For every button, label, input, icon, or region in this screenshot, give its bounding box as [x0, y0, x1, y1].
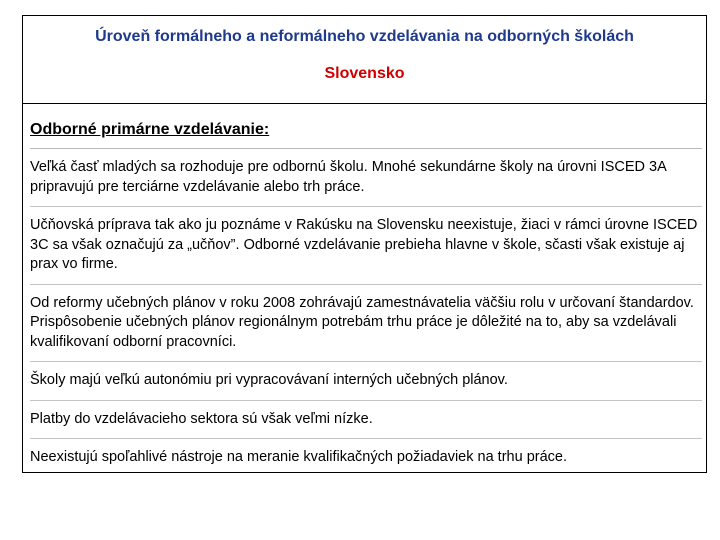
- slide-subtitle: Slovensko: [324, 65, 405, 82]
- slide-title: Úroveň formálneho a neformálneho vzdelávania na odborných školách: [95, 28, 634, 45]
- paragraph-6: Neexistujú spoľahlivé nástroje na meranie kvalifikačných požiadaviek na trhu práce.: [30, 449, 567, 465]
- paragraph-4: Školy majú veľkú autonómiu pri vypracovávaní interných učebných plánov.: [30, 371, 702, 401]
- paragraph-5: Platby do vzdelávacieho sektora sú však veľmi nízke.: [30, 410, 702, 440]
- section-heading: Odborné primárne vzdelávanie:: [30, 119, 702, 149]
- paragraph-2: Učňovská príprava tak ako ju poznáme v Rakúsku na Slovensku neexistuje, žiaci v rámci úrovne ISCED 3C sa však označujú za „učňov”. Odborné vzdelávanie prebieha hlavne v škole, sčasti však existuje aj prax vo firme.: [30, 216, 702, 285]
- slide-frame: [22, 15, 707, 473]
- slide-body: [30, 119, 702, 486]
- slide-header: [23, 16, 706, 104]
- paragraph-3: Od reformy učebných plánov v roku 2008 zohrávajú zamestnávatelia väčšiu rolu v určovaní štandardov. Prispôsobenie učebných plánov regionálnym potrebám trhu práce je dôležité na to, aby sa vzdelávali kvalifikovaní odborní pracovníci.: [30, 294, 702, 363]
- paragraph-1: Veľká časť mladých sa rozhoduje pre odbornú školu. Mnohé sekundárne školy na úrovni ISCED 3A pripravujú pre terciárne vzdelávanie alebo trh práce.: [30, 158, 702, 207]
